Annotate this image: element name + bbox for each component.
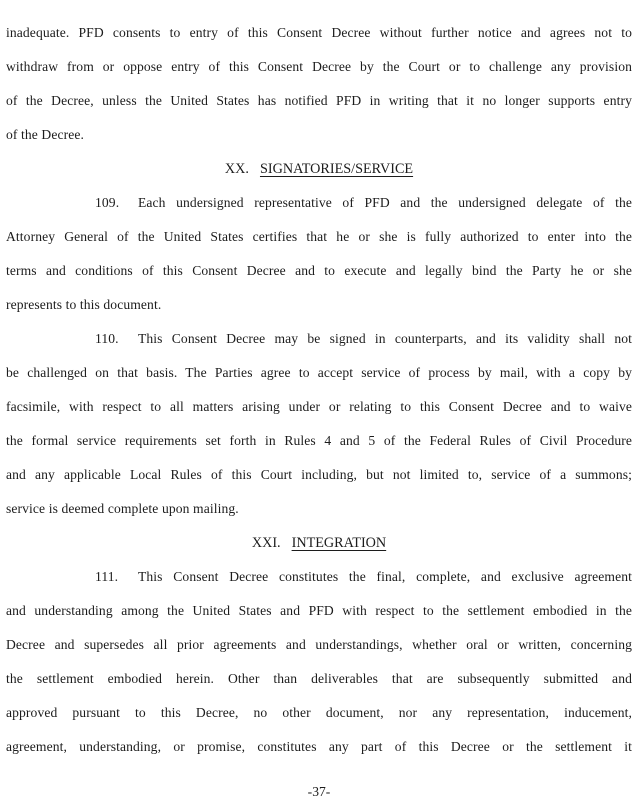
text-line: of the Decree. (6, 127, 85, 142)
text-line: the settlement embodied herein. Other than deliverables that are subsequently submitted and (6, 671, 632, 686)
text-line: be challenged on that basis. The Parties agree to accept service of process by mail, with a copy by (6, 365, 632, 380)
text-line: agreement, understanding, or promise, constitutes any part of this Decree or the settlement it (6, 739, 632, 754)
section-numeral: XXI. (251, 535, 281, 551)
paragraph-number: 111. (95, 569, 119, 584)
text-line: Each undersigned representative of PFD and the undersigned delegate of the (138, 195, 632, 210)
paragraph-first-line (6, 186, 632, 220)
paragraph-111 (6, 560, 632, 764)
text-line: service is deemed complete upon mailing. (6, 501, 239, 516)
text-line: the formal service requirements set forth in Rules 4 and 5 of the Federal Rules of Civil Procedure (6, 433, 632, 448)
section-heading-signatories-service (6, 152, 632, 186)
text-line: and understanding among the United States and PFD with respect to the settlement embodied in the (6, 603, 632, 618)
text-line: This Consent Decree constitutes the final, complete, and exclusive agreement (138, 569, 632, 584)
page-number: -37- (307, 784, 331, 799)
section-numeral: XX. (224, 161, 249, 177)
section-heading-integration (6, 526, 632, 560)
text-line: Attorney General of the United States certifies that he or she is fully authorized to enter into the (6, 229, 632, 244)
paragraph-number: 110. (95, 331, 119, 346)
paragraph-number: 109. (95, 195, 120, 210)
paragraph-first-line (6, 560, 632, 594)
section-title: SIGNATORIES/SERVICE (259, 161, 414, 177)
text-line: approved pursuant to this Decree, no other document, nor any representation, inducement, (6, 705, 632, 720)
text-line: inadequate. PFD consents to entry of this Consent Decree without further notice and agrees not to (6, 25, 632, 40)
text-line: represents to this document. (6, 297, 162, 312)
paragraph-continuation (6, 16, 632, 152)
paragraph-109 (6, 186, 632, 322)
text-line: and any applicable Local Rules of this Court including, but not limited to, service of a summons; (6, 467, 632, 482)
text-line: facsimile, with respect to all matters arising under or relating to this Consent Decree and to waive (6, 399, 632, 414)
text-line: This Consent Decree may be signed in counterparts, and its validity shall not (138, 331, 632, 346)
section-title: INTEGRATION (291, 535, 387, 551)
text-line: of the Decree, unless the United States has notified PFD in writing that it no longer supports entry (6, 93, 632, 108)
text-line: withdraw from or oppose entry of this Consent Decree by the Court or to challenge any provision (6, 59, 632, 74)
text-line: Decree and supersedes all prior agreements and understandings, whether oral or written, concerning (6, 637, 632, 652)
paragraph-first-line (6, 322, 632, 356)
text-line: terms and conditions of this Consent Decree and to execute and legally bind the Party he or she (6, 263, 632, 278)
paragraph-110 (6, 322, 632, 526)
